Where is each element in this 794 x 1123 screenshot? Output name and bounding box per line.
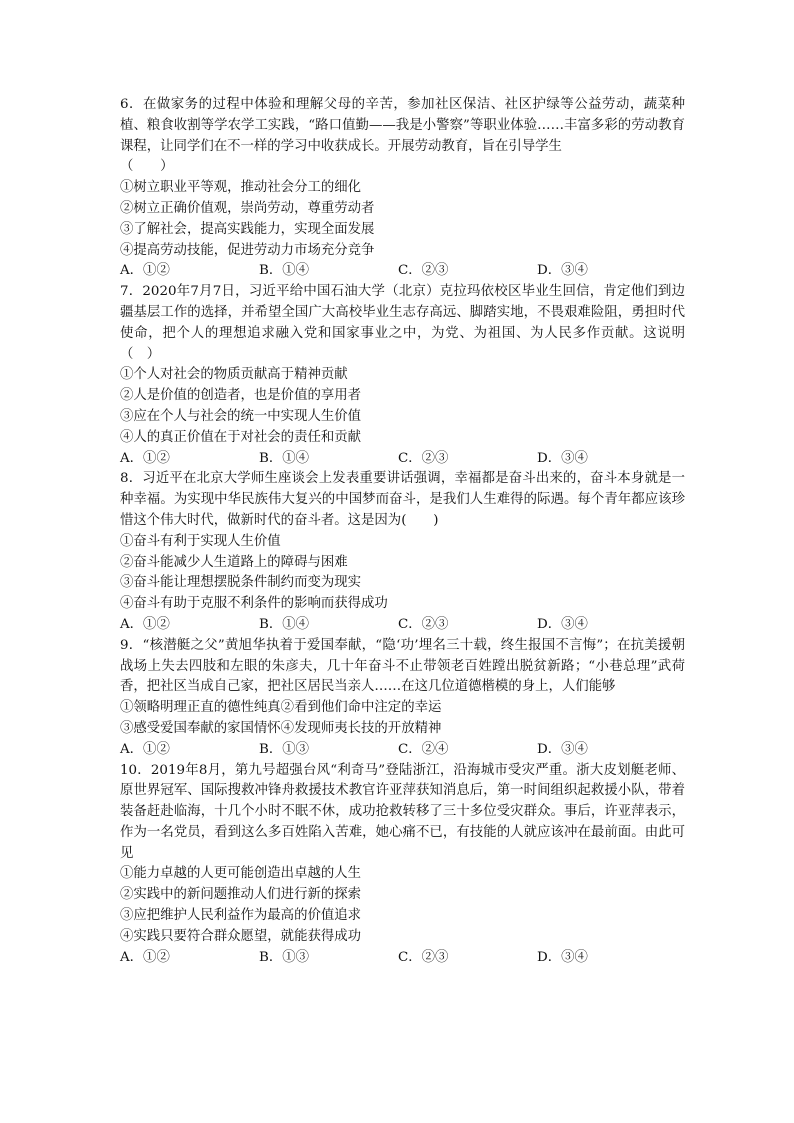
- statement: ①个人对社会的物质贡献高于精神贡献: [120, 367, 348, 383]
- question-stem: 8．习近平在北京大学师生座谈会上发表重要讲话强调，幸福都是奋斗出来的，奋斗本身就是一种幸福。为实现中华民族伟大复兴的中国梦而奋斗，是我们人生难得的际遇。每个青年都应该珍惜这个伟大时代，做新时代的奋斗者。这是因为( ): [120, 471, 685, 528]
- question-7: [120, 282, 685, 469]
- answer-options: [120, 740, 685, 761]
- question-stem: 10．2019年8月，第九号超强台风“利奇马”登陆浙江，沿海城市受灾严重。浙大皮划艇老师、原世界冠军、国际搜救冲锋舟救援技术教官许亚萍获知消息后，第一时间组织起救援小队，带着装备赶赴临海，十几个小时不眠不休，成功抢救转移了三十多位受灾群众。事后，许亚萍表示，作为一名党员，看到这么多百姓陷入苦难，她心痛不已，有技能的人就应该冲在最前面。由此可见: [120, 762, 685, 861]
- option-c: C．②④: [398, 741, 449, 757]
- option-a: A．①②: [120, 949, 170, 965]
- answer-options: [120, 948, 685, 969]
- option-b: B．①④: [259, 450, 310, 466]
- statement: ③应在个人与社会的统一中实现人生价值: [120, 408, 362, 424]
- option-c: C．②③: [398, 616, 449, 632]
- option-c: C．②③: [398, 450, 449, 466]
- answer-options: [120, 615, 685, 636]
- statement: ②实践中的新问题推动人们进行新的探索: [120, 887, 362, 903]
- option-b: B．①③: [259, 949, 310, 965]
- option-a: A．①②: [120, 263, 170, 279]
- question-10: [120, 761, 685, 969]
- option-d: D．③④: [537, 263, 588, 279]
- statement: ③了解社会，提高实践能力，实现全面发展: [120, 221, 375, 237]
- answer-options: [120, 449, 685, 470]
- statement: ①奋斗有利于实现人生价值: [120, 533, 281, 549]
- option-d: D．③④: [537, 450, 588, 466]
- question-8: [120, 469, 685, 635]
- statement: ③感受爱国奉献的家国情怀④发现师夷长技的开放精神: [120, 720, 442, 736]
- question-stem: 9．“核潜艇之父”黄旭华执着于爱国奉献，“隐‘功’埋名三十载，终生报国不言悔”；在抗美援朝战场上失去四肢和左眼的朱彦夫，几十年奋斗不止带领老百姓蹚出脱贫新路；“小巷总理”武荷香，把社区当成自己家，把社区居民当亲人……在这几位道德楷模的身上，人们能够: [120, 637, 685, 695]
- option-c: C．②③: [398, 949, 449, 965]
- option-b: B．①③: [259, 741, 310, 757]
- statement: ④实践只要符合群众愿望，就能获得成功: [120, 928, 362, 944]
- answer-blank: （ ）: [120, 159, 174, 175]
- option-c: C．②③: [398, 263, 449, 279]
- answer-options: [120, 261, 685, 282]
- question-9: [120, 636, 685, 761]
- statement: ②人是价值的创造者，也是价值的享用者: [120, 388, 362, 404]
- statement: ①能力卓越的人更可能创造出卓越的人生: [120, 866, 362, 882]
- statement: ④奋斗有助于克服不利条件的影响而获得成功: [120, 596, 388, 612]
- option-d: D．③④: [537, 616, 588, 632]
- option-b: B．①④: [259, 616, 310, 632]
- statement: ④人的真正价值在于对社会的责任和贡献: [120, 429, 362, 445]
- option-a: A．①②: [120, 616, 170, 632]
- question-6: [120, 95, 685, 282]
- option-a: A．①②: [120, 450, 170, 466]
- question-stem: 7．2020年7月7日，习近平给中国石油大学（北京）克拉玛依校区毕业生回信，肯定他们到边疆基层工作的选择，并希望全国广大高校毕业生志存高远、脚踏实地，不畏艰难险阻，勇担时代使命，把个人的理想追求融入党和国家事业之中，为党、为祖国、为人民多作贡献。这说明（ ）: [120, 284, 685, 362]
- option-b: B．①④: [259, 263, 310, 279]
- exam-page: [120, 95, 685, 968]
- statement: ①领略明理正直的德性纯真②看到他们命中注定的幸运: [120, 700, 442, 716]
- statement: ③应把维护人民利益作为最高的价值追求: [120, 908, 362, 924]
- option-d: D．③④: [537, 949, 588, 965]
- option-d: D．③④: [537, 741, 588, 757]
- statement: ①树立职业平等观，推动社会分工的细化: [120, 180, 362, 196]
- question-stem: 6．在做家务的过程中体验和理解父母的辛苦，参加社区保洁、社区护绿等公益劳动，蔬菜种植、粮食收割等学农学工实践，“路口值勤——我是小警察”等职业体验……丰富多彩的劳动教育课程，让同学们在不一样的学习中收获成长。开展劳动教育，旨在引导学生: [120, 97, 685, 154]
- statement: ②树立正确价值观，崇尚劳动，尊重劳动者: [120, 200, 375, 216]
- statement: ④提高劳动技能，促进劳动力市场充分竞争: [120, 242, 375, 258]
- option-a: A．①②: [120, 741, 170, 757]
- statement: ③奋斗能让理想摆脱条件制约而变为现实: [120, 575, 362, 591]
- statement: ②奋斗能减少人生道路上的障碍与困难: [120, 554, 348, 570]
